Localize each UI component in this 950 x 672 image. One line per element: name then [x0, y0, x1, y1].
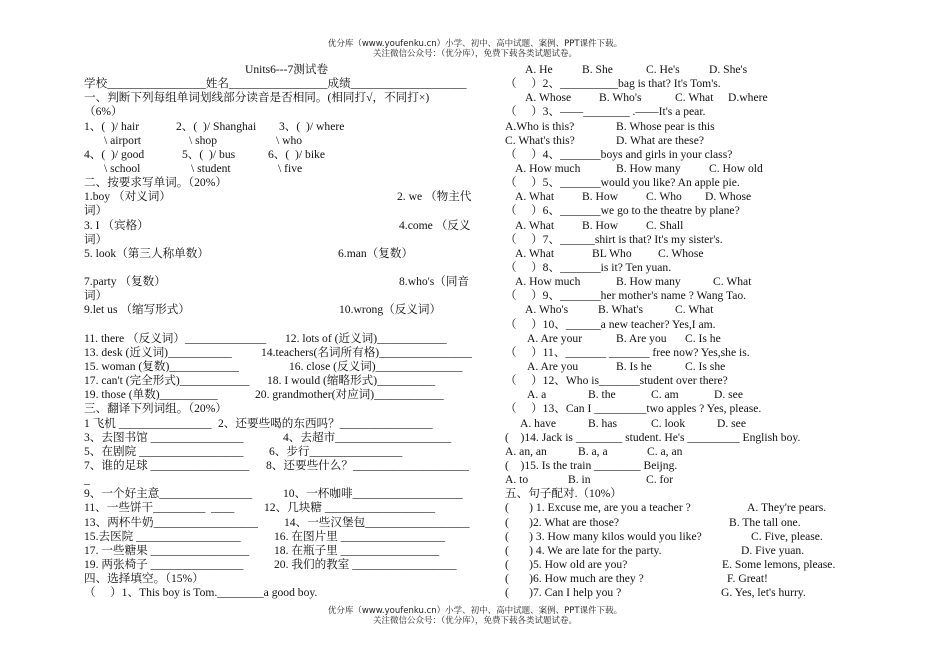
choice-options: [505, 134, 845, 148]
phonics-row: [84, 120, 489, 134]
choice-option: C. How old: [709, 161, 763, 175]
translate-row: [84, 459, 489, 473]
choice-option: A. Are your: [527, 331, 583, 345]
word-question: 4.come （反义: [399, 218, 471, 232]
choice-option: B. She: [582, 63, 613, 76]
translate-item: 7、谁的足球 _________________: [84, 458, 250, 472]
choice-option: D. see: [717, 416, 746, 430]
translate-item: 20. 我们的教室 __________________: [274, 557, 457, 571]
choice-option: A. a: [527, 388, 547, 402]
choice-options: [505, 388, 845, 402]
word-question: 18. I would (缩略形式)__________: [267, 374, 436, 388]
translate-item: 2、还要些喝的东西吗？________________: [218, 416, 433, 430]
choice-options: [505, 275, 845, 289]
choice-question: （ ）3、——________ .——It's a pear.: [505, 105, 706, 119]
word-question-row: [84, 190, 489, 204]
choice-question: （ ）5、_______would you like? An apple pie.: [505, 176, 740, 190]
choice-option: D. Whose: [705, 190, 752, 204]
choice-question: ( )14. Jack is ________ student. He's _________ English boy.: [505, 430, 801, 444]
match-question: ( )6. How much are they ?: [505, 572, 644, 586]
match-row: [505, 544, 845, 558]
match-row: [505, 558, 845, 572]
translate-item: 10、一杯咖啡___________________: [283, 487, 463, 501]
section-1-title: 一、判断下列每组单词划线部分读音是否相同。(相同打√，不同打×): [84, 91, 430, 105]
choice-options: [505, 473, 845, 487]
choice-option: C. look: [651, 416, 686, 430]
choice-option: A. an, an: [505, 444, 547, 458]
choice-options: [505, 303, 845, 317]
phonics-item: \ shop: [189, 133, 218, 147]
choice-option: C. am: [651, 388, 679, 402]
word-question: 15. woman (复数)____________: [84, 359, 239, 373]
word-question: 3. I （宾格）: [84, 218, 149, 232]
section-4-title: 四、选择填空。（15%）: [84, 572, 204, 586]
page-footer: [0, 606, 950, 626]
choice-option: D.where: [728, 91, 768, 105]
choice-option: A. have: [520, 416, 557, 430]
word-question: 20. grandmother(对应词)____________: [255, 388, 444, 402]
translate-row: [84, 544, 489, 558]
translate-item: 4、去超市____________________: [283, 430, 452, 444]
phonics-item: 2、( )/ Shanghai: [176, 119, 257, 133]
match-row: [505, 572, 845, 586]
match-row: [505, 530, 845, 544]
word-question: 6.man（复数）: [338, 246, 414, 260]
choice-option: C. Who: [646, 190, 682, 204]
word-question: 2. we （物主代: [397, 190, 472, 204]
choice-option: A. How much: [515, 161, 581, 175]
word-question: 9.let us （缩写形式）: [84, 303, 190, 317]
translate-row: [84, 445, 489, 459]
choice-options: [505, 332, 845, 346]
word-question-row: [84, 219, 489, 233]
choice-option: A.Who is this?: [505, 119, 575, 133]
blank-line: [84, 318, 489, 332]
choice-option: A. Who's: [525, 303, 569, 317]
translate-item: 18. 在瓶子里 _________________: [274, 543, 440, 557]
word-question: 19. those (单数)__________: [84, 388, 218, 402]
exam-title: Units6---7测试卷: [244, 63, 329, 76]
choice-option: A. What: [515, 246, 555, 260]
word-question: 8.who's（同音: [399, 275, 470, 289]
right-column: [505, 63, 845, 600]
phonics-row: [84, 148, 489, 162]
translate-item: 6、步行________________: [269, 444, 403, 458]
word-question-row: [84, 247, 489, 261]
phonics-row: [84, 162, 489, 176]
translate-item: 11、一些饼干_________ ____: [84, 501, 235, 515]
match-answer: F. Great!: [727, 572, 768, 586]
choice-question: （ ）1、This boy is Tom.________a good boy.: [84, 586, 318, 600]
word-question-row: [84, 275, 489, 289]
choice-options: [505, 417, 845, 431]
match-question: ( ) 1. Excuse me, are you a teacher ?: [505, 501, 691, 515]
phonics-item: \ school: [104, 161, 141, 175]
choice-option: A. He: [525, 63, 553, 76]
choice-option: C. for: [646, 473, 674, 487]
phonics-row: [84, 134, 489, 148]
choice-option: B. Who's: [599, 91, 642, 105]
match-answer: E. Some lemons, please.: [722, 557, 836, 571]
choice-option: C. What: [675, 91, 714, 105]
word-question: 16. close (反义词)_______________: [289, 359, 463, 373]
translate-item: 19. 两张椅子 ________________: [84, 557, 244, 571]
match-row: [505, 501, 845, 515]
choice-option: B. How many: [616, 161, 681, 175]
choice-options: [505, 190, 845, 204]
translate-item: 8、还要些什么？____________________: [266, 458, 469, 472]
section-3-title: 三、翻译下列词组。（20%）: [84, 402, 227, 416]
word-question-row: [84, 303, 489, 317]
footer-line-1: 优分库（www.youfenku.cn）小学、初中、高中试题、案例、PPT课件下载。: [327, 606, 623, 616]
choice-option: B. the: [588, 388, 616, 402]
choice-question: （ ）12、Who is_______student over there?: [505, 374, 728, 388]
choice-option: C. What: [675, 303, 714, 317]
word-question-wrap: 词）: [84, 289, 108, 303]
choice-question: （ ）4、_______boys and girls in your class?: [505, 147, 733, 161]
word-question-wrap: 词）: [84, 232, 108, 246]
choice-option: A. Are you: [527, 359, 579, 373]
translate-row: [84, 501, 489, 515]
choice-options: [505, 445, 845, 459]
choice-option: A. What: [515, 218, 555, 232]
choice-option: D. see: [714, 388, 743, 402]
choice-option: C. He's: [646, 63, 680, 76]
phonics-item: 1、( )/ hair: [84, 119, 140, 133]
choice-option: A. How much: [515, 275, 581, 289]
choice-question: （ ）7、______shirt is that? It's my sister's.: [505, 232, 723, 246]
left-column: [84, 63, 489, 600]
word-question: 1.boy （对义词）: [84, 190, 171, 204]
choice-options: [505, 63, 845, 77]
choice-option: B. Is he: [616, 359, 652, 373]
match-question: ( )2. What are those?: [505, 515, 620, 529]
choice-option: D. She's: [709, 63, 748, 76]
page-header: [0, 39, 950, 59]
phonics-item: 6、( )/ bike: [268, 147, 325, 161]
choice-option: B. in: [568, 473, 591, 487]
match-answer: B. The tall one.: [729, 515, 801, 529]
word-question: 12. lots of (近义词)____________: [285, 331, 447, 345]
choice-option: C. Shall: [646, 218, 684, 232]
match-question: ( )7. Can I help you ?: [505, 586, 622, 600]
translate-item: 13、两杯牛奶__________________: [84, 515, 258, 529]
word-question: 17. can't (完全形式)____________: [84, 374, 250, 388]
word-question: 14.teachers(名词所有格)________________: [261, 345, 472, 359]
word-question: 5. look（第三人称单数）: [84, 246, 209, 260]
choice-question: （ ）10、______a new teacher? Yes,I am.: [505, 317, 716, 331]
phonics-item: \ five: [278, 161, 303, 175]
choice-question: （ ）6、_______we go to the theatre by plane?: [505, 204, 740, 218]
choice-option: C. a, an: [647, 444, 683, 458]
word-question: 7.party （复数）: [84, 275, 166, 289]
phonics-item: 4、( )/ good: [84, 147, 145, 161]
choice-options: [505, 91, 845, 105]
match-answer: G. Yes, let's hurry.: [721, 586, 806, 600]
choice-option: C. Is she: [685, 359, 726, 373]
phonics-item: 3、( )/ where: [279, 119, 345, 133]
choice-option: B. How: [582, 218, 619, 232]
word-question: 11. there （反义词）______________: [84, 331, 267, 345]
word-question-wrap: 词）: [84, 204, 108, 218]
translate-item: 14、一些汉堡包__________________: [284, 515, 470, 529]
phonics-item: 5、( )/ bus: [182, 147, 236, 161]
match-question: ( ) 4. We are late for the party.: [505, 543, 662, 557]
choice-option: C. What's this?: [505, 133, 575, 147]
choice-option: B. What's: [598, 303, 644, 317]
match-question: ( )5. How old are you?: [505, 557, 628, 571]
choice-option: B. Are you: [616, 331, 667, 345]
choice-option: A. to: [505, 473, 529, 487]
match-answer: C. Five, please.: [751, 529, 823, 543]
translate-item: 1 飞机 ________________: [84, 416, 212, 430]
match-answer: D. Five yuan.: [741, 543, 805, 557]
choice-option: B. has: [588, 416, 617, 430]
choice-options: [505, 120, 845, 134]
translate-row: [84, 530, 489, 544]
translate-wrap: _: [84, 473, 90, 487]
match-row: [505, 586, 845, 600]
translate-row: [84, 516, 489, 530]
choice-question: ( )15. Is the train ________ Beijng.: [505, 458, 678, 472]
match-row: [505, 516, 845, 530]
translate-item: 17. 一些糖果 _________________: [84, 543, 250, 557]
translate-row: [84, 417, 489, 431]
phonics-item: \ airport: [104, 133, 142, 147]
translate-item: 15.去医院 __________________: [84, 529, 241, 543]
choice-options: [505, 162, 845, 176]
choice-question: （ ）8、_______is it? Ten yuan.: [505, 260, 672, 274]
header-line-2: 关注微信公众号：（优分库），免费下载各类试题试卷。: [372, 49, 577, 59]
word-question-row: [84, 374, 489, 388]
choice-question: （ ）9、_______her mother's name ? Wang Tao.: [505, 289, 747, 303]
translate-item: 3、去图书馆 ________________: [84, 430, 244, 444]
header-line-1: 优分库（www.youfenku.cn）小学、初中、高中试题、案例、PPT课件下载。: [327, 39, 623, 49]
choice-option: B. Whose pear is this: [616, 119, 715, 133]
choice-option: A. Whose: [525, 91, 572, 105]
match-question: ( ) 3. How many kilos would you like?: [505, 529, 702, 543]
choice-option: B. How: [582, 190, 619, 204]
section-1-score: （6%）: [84, 105, 123, 119]
blank-line: [84, 261, 489, 275]
student-info-line: 学校_________________姓名_________________成绩____________________: [84, 77, 467, 91]
choice-options: [505, 247, 845, 261]
word-question-row: [84, 360, 489, 374]
translate-item: 9、一个好主意________________: [84, 487, 253, 501]
choice-question: （ ）2、__________bag is that? It's Tom's.: [505, 77, 721, 91]
translate-item: 16. 在图片里 __________________: [274, 529, 446, 543]
choice-option: D. What are these?: [616, 133, 704, 147]
word-question-row: [84, 332, 489, 346]
phonics-item: \ student: [191, 161, 231, 175]
choice-options: [505, 219, 845, 233]
translate-row: [84, 558, 489, 572]
choice-question: （ ）11、_______ _______ free now? Yes,she is.: [505, 345, 750, 359]
choice-option: C. Is he: [685, 331, 721, 345]
word-question-row: [84, 346, 489, 360]
section-2-title: 二、按要求写单词。（20%）: [84, 176, 227, 190]
section-5-title: 五、句子配对.（10%）: [505, 487, 622, 501]
choice-option: B. How many: [616, 275, 681, 289]
phonics-item: \ who: [276, 133, 303, 147]
word-question: 10.wrong（反义词）: [339, 303, 442, 317]
choice-option: B. a, a: [578, 444, 608, 458]
translate-row: [84, 431, 489, 445]
word-question-row: [84, 388, 489, 402]
word-question: 13. desk (近义词)___________: [84, 345, 232, 359]
choice-option: C. Whose: [658, 246, 704, 260]
choice-option: C. What: [713, 275, 752, 289]
match-answer: A. They're pears.: [747, 501, 827, 515]
choice-question: （ ）13、Can I _________two apples ? Yes, please.: [505, 402, 762, 416]
translate-item: 5、在剧院 __________________: [84, 444, 244, 458]
footer-line-2: 关注微信公众号：（优分库），免费下载各类试题试卷。: [372, 616, 577, 626]
choice-option: BL Who: [592, 246, 632, 260]
choice-options: [505, 360, 845, 374]
translate-row: [84, 487, 489, 501]
translate-item: 12、几块糖 ___________________: [264, 501, 436, 515]
choice-option: A. What: [515, 190, 555, 204]
